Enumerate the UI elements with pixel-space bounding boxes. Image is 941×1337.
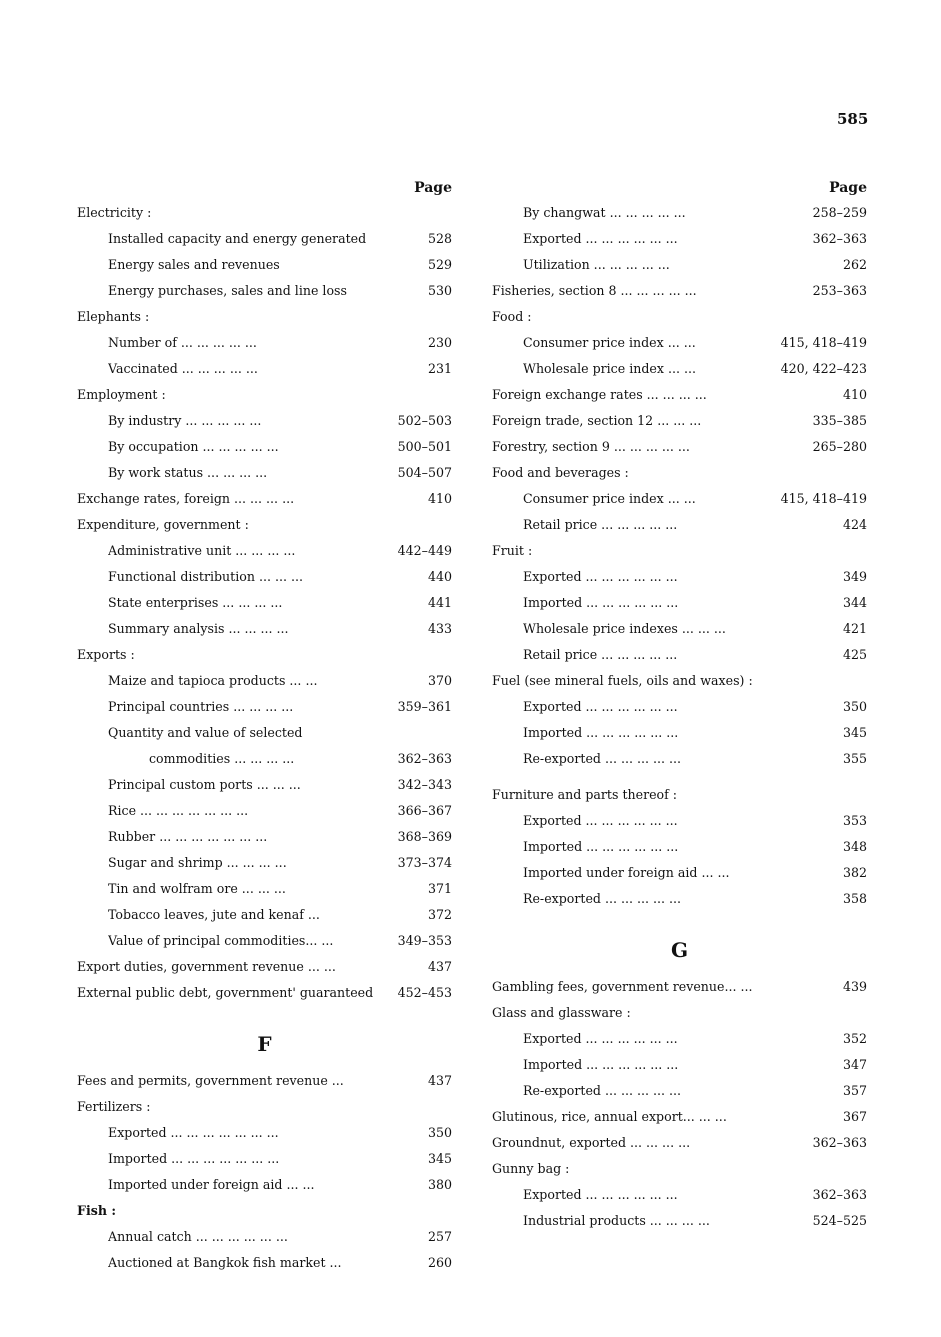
entry-label: Consumer price index ... ... [523,335,696,350]
index-entry [492,356,867,382]
index-entry [492,330,867,356]
entry-page-ref: 258–259 [812,205,867,220]
entry-label: Exchange rates, foreign ... ... ... ... [77,491,295,506]
index-entry [77,1146,452,1172]
index-heading [77,1094,452,1120]
entry-label: Tin and wolfram ore ... ... ... [108,881,286,896]
index-entry [77,616,452,642]
index-entry [492,808,867,834]
entry-label: Imported under foreign aid ... ... [523,865,730,880]
index-entry [492,382,867,408]
entry-label: Fees and permits, government revenue ... [77,1073,344,1088]
entry-label: Imported ... ... ... ... ... ... [523,1057,679,1072]
index-entry [492,590,867,616]
entry-label: Annual catch ... ... ... ... ... ... [108,1229,288,1244]
index-entry [77,772,452,798]
index-entry [77,434,452,460]
entry-page-ref: 425 [842,647,867,662]
index-entry [492,834,867,860]
index-entry [492,746,867,772]
entry-page-ref: 352 [842,1031,867,1046]
entry-page-ref: 382 [842,865,867,880]
index-entry [77,902,452,928]
entry-page-ref: 502–503 [397,413,452,428]
index-entry [492,1078,867,1104]
entry-label: Vaccinated ... ... ... ... ... [108,361,258,376]
entry-label: Principal countries ... ... ... ... [108,699,294,714]
entry-label: By occupation ... ... ... ... ... [108,439,279,454]
index-entry [77,252,452,278]
entry-label: Food : [492,309,532,324]
index-entry [77,486,452,512]
entry-page-ref: 529 [427,257,452,272]
entry-label: Imported ... ... ... ... ... ... ... [108,1151,280,1166]
entry-label: Fisheries, section 8 ... ... ... ... ... [492,283,697,298]
entry-label: Exports : [77,647,135,662]
index-heading [492,668,867,694]
entry-page-ref: 410 [427,491,452,506]
entry-page-ref: 260 [427,1255,452,1270]
index-heading [77,1198,452,1224]
entry-label: Exported ... ... ... ... ... ... ... [108,1125,279,1140]
entry-label: Summary analysis ... ... ... ... [108,621,289,636]
section-letter-f: F [257,1032,272,1056]
index-entry [492,226,867,252]
index-entry [77,876,452,902]
index-entry [77,850,452,876]
index-entry [492,486,867,512]
entry-page-ref: 530 [427,283,452,298]
entry-page-ref: 350 [842,699,867,714]
index-entry [77,824,452,850]
entry-page-ref: 500–501 [397,439,452,454]
entry-label: Wholesale price index ... ... [523,361,696,376]
index-entry [492,974,867,1000]
index-entry [492,642,867,668]
entry-label: Wholesale price indexes ... ... ... [523,621,726,636]
entry-page-ref: 420, 422–423 [780,361,867,376]
entry-label: Exported ... ... ... ... ... ... [523,1031,678,1046]
index-entry [77,226,452,252]
entry-label: Re-exported ... ... ... ... ... [523,1083,682,1098]
entry-label: By changwat ... ... ... ... ... [523,205,686,220]
entry-page-ref: 262 [842,257,867,272]
entry-label: State enterprises ... ... ... ... [108,595,283,610]
entry-label: Installed capacity and energy generated [108,231,367,246]
index-entries-e [77,200,452,1006]
index-entries-g [492,974,867,1234]
index-entry [77,330,452,356]
entry-label: Expenditure, government : [77,517,249,532]
index-entry [492,200,867,226]
entry-label: Re-exported ... ... ... ... ... [523,891,682,906]
entry-page-ref: 373–374 [397,855,452,870]
entry-page-ref: 257 [427,1229,452,1244]
index-entry [77,746,452,772]
index-entry [492,1026,867,1052]
index-entry [77,1172,452,1198]
index-heading [77,720,452,746]
entry-page-ref: 362–363 [812,231,867,246]
entry-page-ref: 440 [427,569,452,584]
entry-label: Exported ... ... ... ... ... ... [523,699,678,714]
entry-page-ref: 442–449 [397,543,452,558]
index-entry [492,886,867,912]
index-entry [77,954,452,980]
entry-page-ref: 349 [842,569,867,584]
index-heading [492,782,867,808]
index-entry [492,1130,867,1156]
entry-page-ref: 358 [842,891,867,906]
entry-label: Elephants : [77,309,150,324]
section-letter-g: G [670,938,689,962]
entry-label: By industry ... ... ... ... ... [108,413,262,428]
index-entry [77,1224,452,1250]
entry-label: Rice ... ... ... ... ... ... ... [108,803,249,818]
entry-label: Rubber ... ... ... ... ... ... ... [108,829,268,844]
entry-label: Exported ... ... ... ... ... ... [523,813,678,828]
index-heading [492,1000,867,1026]
entry-label: Forestry, section 9 ... ... ... ... ... [492,439,690,454]
index-entry [492,1104,867,1130]
entry-page-ref: 367 [842,1109,867,1124]
entry-label: Value of principal commodities... ... [108,933,334,948]
entry-page-ref: 368–369 [397,829,452,844]
index-entry [492,434,867,460]
entry-label: Export duties, government revenue ... ... [77,959,336,974]
entry-label: Exported ... ... ... ... ... ... [523,569,678,584]
entry-spacer [492,772,867,782]
entry-label: commodities ... ... ... ... [149,751,295,766]
entry-label: Foreign exchange rates ... ... ... ... [492,387,707,402]
index-entry [77,1120,452,1146]
entry-label: Exported ... ... ... ... ... ... [523,231,678,246]
entry-label: Food and beverages : [492,465,629,480]
entry-page-ref: 347 [842,1057,867,1072]
index-entry [492,720,867,746]
index-entry [77,980,452,1006]
entry-label: Glutinous, rice, annual export... ... ... [492,1109,727,1124]
index-entry [492,1052,867,1078]
entry-label: By work status ... ... ... ... [108,465,268,480]
entry-page-ref: 415, 418–419 [780,491,867,506]
entry-page-ref: 437 [427,959,452,974]
index-heading [77,382,452,408]
index-entry [77,408,452,434]
entry-page-ref: 421 [842,621,867,636]
index-entry [77,356,452,382]
entry-label: Energy purchases, sales and line loss [108,283,347,298]
page-number: 585 [837,110,869,128]
entry-label: Energy sales and revenues [108,257,280,272]
entry-label: Retail price ... ... ... ... ... [523,517,678,532]
entry-label: External public debt, government' guaranteed [77,985,374,1000]
entry-page-ref: 348 [842,839,867,854]
index-heading [77,642,452,668]
entry-page-ref: 410 [842,387,867,402]
index-heading [492,1156,867,1182]
entry-label: Auctioned at Bangkok fish market ... [108,1255,342,1270]
entry-label: Fruit : [492,543,533,558]
entry-label: Utilization ... ... ... ... ... [523,257,670,272]
index-entry [77,564,452,590]
entry-label: Sugar and shrimp ... ... ... ... [108,855,287,870]
entry-page-ref: 366–367 [397,803,452,818]
entry-label: Gambling fees, government revenue... ... [492,979,753,994]
entry-page-ref: 357 [842,1083,867,1098]
entry-label: Gunny bag : [492,1161,570,1176]
index-entry [492,694,867,720]
entry-page-ref: 380 [427,1177,452,1192]
entry-page-ref: 437 [427,1073,452,1088]
entry-page-ref: 433 [427,621,452,636]
entry-page-ref: 415, 418–419 [780,335,867,350]
entry-label: Fish : [77,1203,117,1218]
entry-label: Maize and tapioca products ... ... [108,673,318,688]
entry-page-ref: 231 [427,361,452,376]
index-entry [492,278,867,304]
index-entry [492,512,867,538]
entry-page-ref: 349–353 [397,933,452,948]
entry-label: Consumer price index ... ... [523,491,696,506]
entry-page-ref: 528 [427,231,452,246]
entry-label: Glass and glassware : [492,1005,631,1020]
index-entry [77,278,452,304]
entry-page-ref: 439 [842,979,867,994]
entry-label: Furniture and parts thereof : [492,787,678,802]
entry-page-ref: 362–363 [812,1135,867,1150]
index-entry [77,460,452,486]
entry-label: Administrative unit ... ... ... ... [108,543,296,558]
index-heading [77,512,452,538]
entry-label: Electricity : [77,205,152,220]
entry-label: Employment : [77,387,166,402]
entry-page-ref: 372 [427,907,452,922]
entry-page-ref: 335–385 [812,413,867,428]
entry-page-ref: 344 [842,595,867,610]
entry-page-ref: 353 [842,813,867,828]
index-entry [492,564,867,590]
entry-label: Imported ... ... ... ... ... ... [523,725,679,740]
index-entry [77,928,452,954]
entry-page-ref: 265–280 [812,439,867,454]
index-entry [77,1250,452,1276]
entry-label: Imported ... ... ... ... ... ... [523,595,679,610]
index-entry [492,1208,867,1234]
entry-page-ref: 370 [427,673,452,688]
index-entry [492,1182,867,1208]
index-entries-f-cont [492,200,867,912]
page-column-header: Page [414,180,452,196]
entry-page-ref: 350 [427,1125,452,1140]
entry-label: Tobacco leaves, jute and kenaf ... [108,907,320,922]
index-heading [492,538,867,564]
entry-page-ref: 424 [842,517,867,532]
index-column-right [492,176,867,1234]
entry-page-ref: 362–363 [812,1187,867,1202]
entry-label: Principal custom ports ... ... ... [108,777,301,792]
entry-label: Functional distribution ... ... ... [108,569,303,584]
entry-label: Fertilizers : [77,1099,151,1114]
index-entry [492,252,867,278]
index-entry [77,798,452,824]
entry-label: Industrial products ... ... ... ... [523,1213,710,1228]
entry-page-ref: 230 [427,335,452,350]
entry-label: Imported ... ... ... ... ... ... [523,839,679,854]
entry-page-ref: 504–507 [397,465,452,480]
entry-page-ref: 441 [427,595,452,610]
index-heading [77,200,452,226]
index-entry [492,616,867,642]
index-entry [77,1068,452,1094]
index-entry [492,408,867,434]
index-heading [492,460,867,486]
entry-page-ref: 524–525 [812,1213,867,1228]
entry-page-ref: 345 [842,725,867,740]
page-column-header: Page [829,180,867,196]
entry-label: Exported ... ... ... ... ... ... [523,1187,678,1202]
index-entry [77,668,452,694]
entry-page-ref: 355 [842,751,867,766]
entry-label: Number of ... ... ... ... ... [108,335,257,350]
entry-label: Quantity and value of selected [108,725,303,740]
entry-label: Fuel (see mineral fuels, oils and waxes) : [492,673,753,688]
entry-label: Retail price ... ... ... ... ... [523,647,678,662]
index-entry [77,694,452,720]
entry-label: Re-exported ... ... ... ... ... [523,751,682,766]
index-heading [492,304,867,330]
entry-page-ref: 253–363 [812,283,867,298]
entry-page-ref: 371 [427,881,452,896]
entry-label: Groundnut, exported ... ... ... ... [492,1135,691,1150]
index-entry [77,538,452,564]
entry-page-ref: 345 [427,1151,452,1166]
entry-page-ref: 452–453 [397,985,452,1000]
entry-page-ref: 359–361 [397,699,452,714]
entry-label: Imported under foreign aid ... ... [108,1177,315,1192]
entry-page-ref: 342–343 [397,777,452,792]
entry-page-ref: 362–363 [397,751,452,766]
index-column-left [77,176,452,1276]
index-heading [77,304,452,330]
index-entry [77,590,452,616]
entry-label: Foreign trade, section 12 ... ... ... [492,413,702,428]
index-entries-f [77,1068,452,1276]
index-entry [492,860,867,886]
